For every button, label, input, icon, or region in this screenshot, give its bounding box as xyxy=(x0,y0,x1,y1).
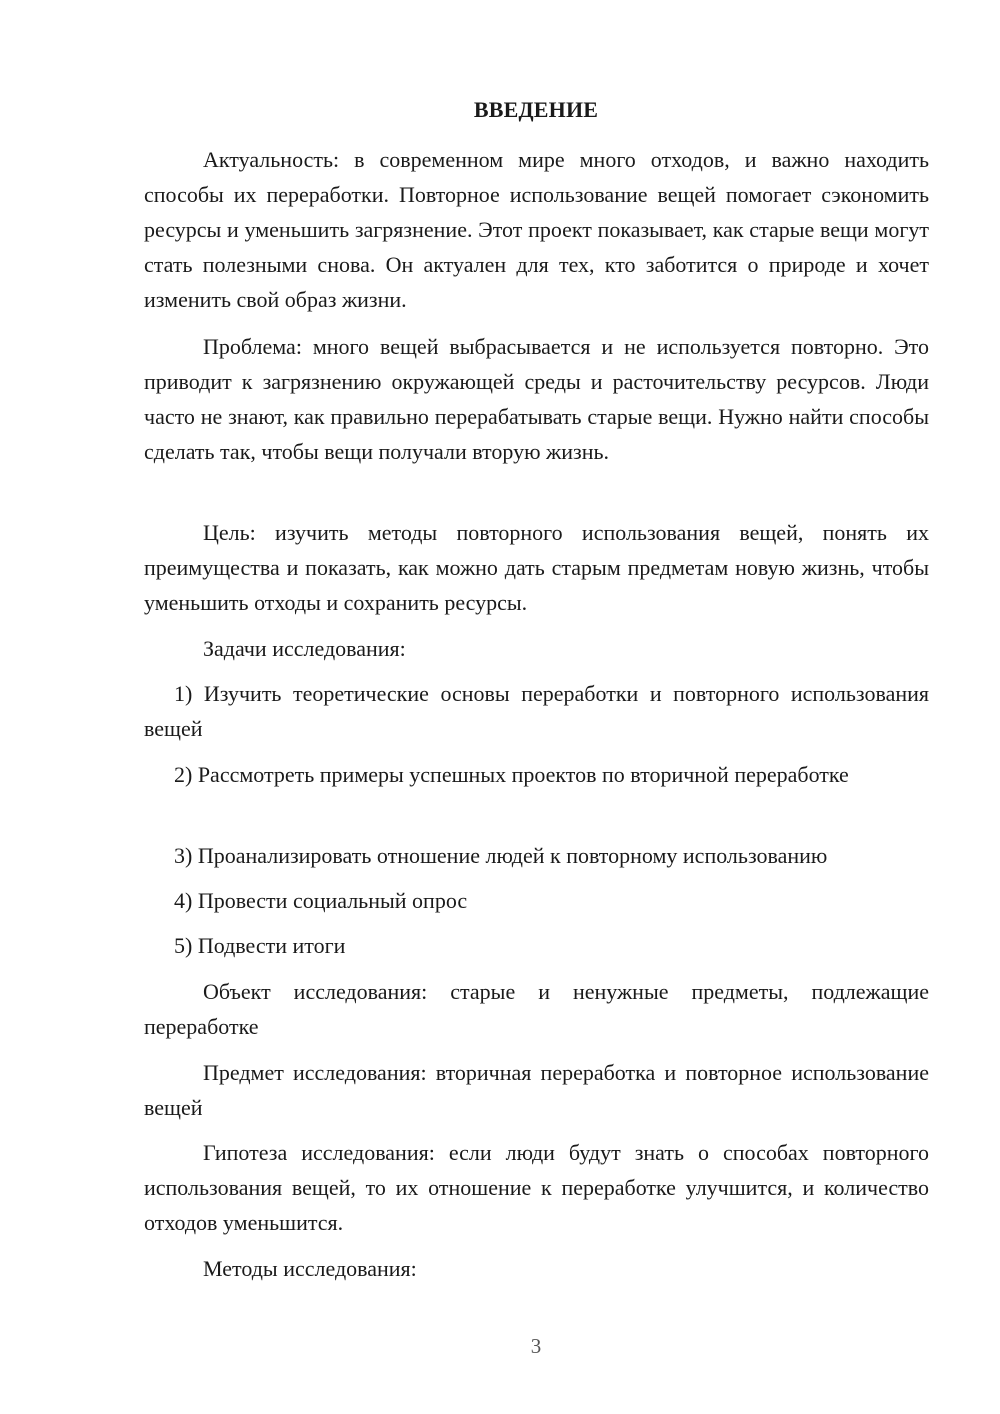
section-title: ВВЕДЕНИЕ xyxy=(473,97,599,122)
page-number: 3 xyxy=(530,1334,542,1358)
task-item-4: 4) Провести социальный опрос xyxy=(174,888,468,913)
paragraph-subject: Предмет исследования: вторичная переработка и повторное использование вещей xyxy=(144,1060,929,1120)
paragraph-relevance: Актуальность: в современном мире много отходов, и важно находить способы их переработки. Повторное использование вещей помогает сэкономить ресурсы и уменьшить загрязнение. Этот проект показывает, как старые вещи могут стать полезными снова. Он актуален для тех, кто заботится о природе и хочет изменить свой образ жизни. xyxy=(144,147,929,312)
paragraph-object: Объект исследования: старые и ненужные предметы, подлежащие переработке xyxy=(144,979,929,1039)
paragraph-problem: Проблема: много вещей выбрасывается и не используется повторно. Это приводит к загрязнению окружающей среды и расточительству ресурсов. Люди часто не знают, как правильно перерабатывать старые вещи. Нужно найти способы сделать так, чтобы вещи получали вторую жизнь. xyxy=(144,334,929,464)
task-item-2: 2) Рассмотреть примеры успешных проектов по вторичной переработке xyxy=(174,762,849,787)
tasks-heading: Задачи исследования: xyxy=(203,636,406,661)
task-item-5: 5) Подвести итоги xyxy=(174,933,346,958)
methods-heading: Методы исследования: xyxy=(203,1256,417,1281)
task-item-3: 3) Проанализировать отношение людей к повторному использованию xyxy=(174,843,828,868)
task-item-1: 1) Изучить теоретические основы переработки и повторного использования вещей xyxy=(144,681,929,741)
paragraph-goal: Цель: изучить методы повторного использования вещей, понять их преимущества и показать, как можно дать старым предметам новую жизнь, чтобы уменьшить отходы и сохранить ресурсы. xyxy=(144,520,929,615)
paragraph-hypothesis: Гипотеза исследования: если люди будут знать о способах повторного использования вещей, то их отношение к переработке улучшится, и количество отходов уменьшится. xyxy=(144,1140,929,1235)
